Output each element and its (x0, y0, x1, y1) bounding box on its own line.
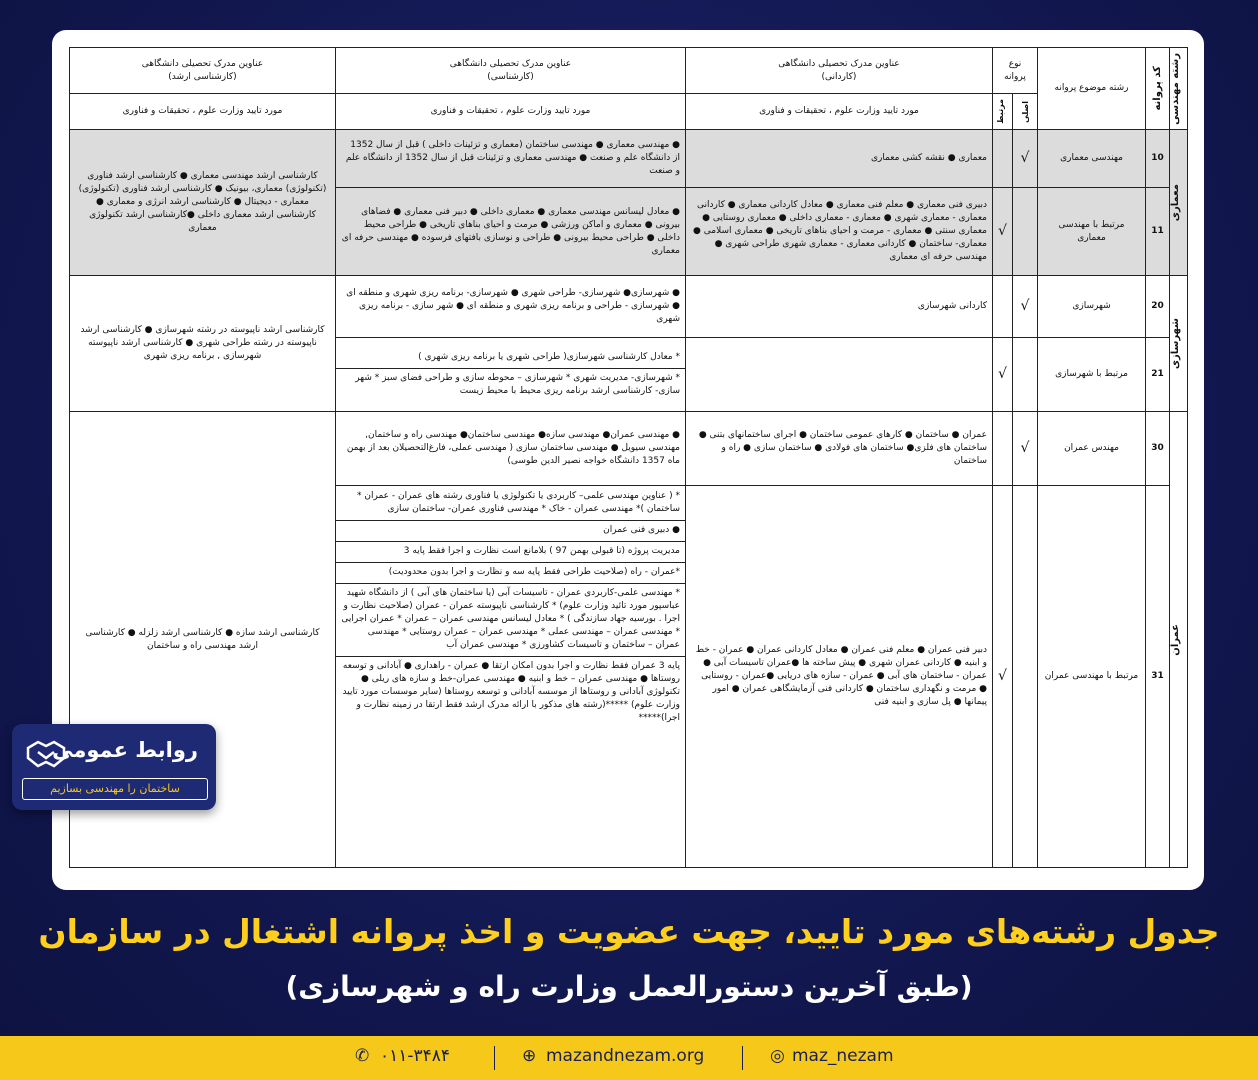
master-urban: کارشناسی ارشد ناپیوسته در رشته شهرسازی ● کارشناسی ارشد ناپیوسته در رشته طراحی شهری ● کارشناسی ارشد ناپیوسته شهرسازی , برنامه ریزی شهری (70, 276, 336, 412)
globe-icon: ⊕ (522, 1046, 537, 1066)
footer-separator (494, 1046, 495, 1070)
subject-11: مرتبط با مهندسی معماری (1038, 188, 1146, 276)
bachelor-31-2: ● دبیری فنی عمران (336, 520, 685, 537)
subject-31: مرتبط با مهندسی عمران (1038, 486, 1146, 868)
related-30 (993, 412, 1013, 486)
bachelor-31-3: مدیریت پروژه (تا قبولی بهمن 97 ) بلامانع است نظارت و اجرا فقط پایه 3 (336, 541, 685, 558)
associate-11: دبیری فنی معماری ● معلم فنی معماری ● معادل کاردانی معماری ● کاردانی معماری - معماری شهری ● معماری - معماری داخلی ● معماری روستایی ● معماری سنتی ● معماری - مرمت و احیای بناهای تاریخی ● معماری اسلامی ● معماری- ساختمان ● کاردانی معماری - معماری شهری طراحی شهری ● مهندسی حرفه ای معماری (686, 188, 993, 276)
page-subtitle: (طبق آخرین دستورالعمل وزارت راه و شهرسازی) (285, 970, 973, 1003)
footer-separator (742, 1046, 743, 1070)
header-code: کد پروانه (1146, 48, 1170, 130)
document-card (52, 30, 1204, 890)
master-architecture: کارشناسی ارشد مهندسی معماری ● کارشناسی ارشد فناوری (تکنولوژی) معماری، بیونیک ● کارشناسی ارشد فناوری (تکنولوژی) معماری - دیجیتال ● کارشناسی ارشد انرژی و معماری ● کارشناسی ارشد معماری داخلی ●کارشناسی ارشد تکنولوژی معماری (70, 130, 336, 276)
master-civil: کارشناسی ارشد سازه ● کارشناسی ارشد زلزله ● کارشناسی ارشد مهندسی راه و ساختمان (70, 412, 336, 868)
original-21 (1013, 338, 1038, 412)
licenses-table (69, 47, 1188, 868)
header-approved-master: مورد تایید وزارت علوم ، تحقیقات و فناوری (70, 94, 336, 130)
bachelor-31 (336, 486, 686, 868)
header-subject: رشته موضوع پروانه (1038, 48, 1146, 130)
code-20: 20 (1146, 276, 1170, 338)
bachelor-10: ● مهندسی معماری ● مهندسی ساختمان (معماری و تزئینات داخلی ) قبل از سال 1352 از دانشگاه علم و صنعت ● مهندسی معماری و تزئینات قبل از سال 1352 از دانشگاه علم و صنعت (336, 130, 686, 188)
subject-20: شهرسازی (1038, 276, 1146, 338)
header-license-type: نوع پروانه (993, 48, 1038, 94)
check-original-10: √ (1013, 130, 1038, 188)
group-urban: شهرسازی (1170, 276, 1188, 412)
header-master: عناوین مدرک تحصیلی دانشگاهی (کارشناسی ارشد) (70, 48, 336, 94)
code-10: 10 (1146, 130, 1170, 188)
header-approved-bachelor: مورد تایید وزارت علوم ، تحقیقات و فناوری (336, 94, 686, 130)
bachelor-11: ● معادل لیسانس مهندسی معماری ● معماری داخلی ● دبیر فنی معماری ● فضاهای بیرونی ● معماری و اماکن ورزشی ● مرمت و احیای بناهای تاریخی ● طراحی محیط داخلی ● طراحی محیط بیرونی ● طراحی و نوسازی بافتهای فرسوده ● مهندسی حرفه ای معماری (336, 188, 686, 276)
phone-number[interactable]: ۰۱۱-۳۴۸۴ (380, 1046, 451, 1066)
header-original: اصلی (1013, 94, 1038, 130)
bachelor-31-4: *عمران - راه (صلاحیت طراحی فقط پایه سه و نظارت و اجرا بدون محدودیت) (336, 562, 685, 579)
group-architecture: معماری (1170, 130, 1188, 276)
check-original-20: √ (1013, 276, 1038, 338)
associate-10: معماری ● نقشه کشی معماری (686, 130, 993, 188)
logo-tagline: ساختمان را مهندسی بسازیم (22, 778, 208, 800)
subject-30: مهندس عمران (1038, 412, 1146, 486)
header-field: رشته مهندسی (1170, 48, 1188, 130)
bachelor-21 (336, 338, 686, 412)
code-11: 11 (1146, 188, 1170, 276)
bachelor-31-6: پایه 3 عمران فقط نظارت و اجرا بدون امکان ارتقا ● عمران - راهداری ● آبادانی و توسعه روستاها ● مهندسی عمران – خط و ابنیه ● مهندسی عمران-خط و سازه های ریلی ● تکنولوژی آبادانی و روستاها از موسسه آبادانی و توسعه روستاها (سایر موسسات مورد تایید وزارت علوم) *****(رشته های مذکور با ارائه مدرک ارشد فقط ارتقا در زمینه نظارت و اجرا)***** (336, 656, 685, 725)
subject-10: مهندسی معماری (1038, 130, 1146, 188)
logo-name: روابط عمومی (52, 738, 198, 762)
bachelor-31-1: * ( عناوین مهندسی علمی– کاربردی یا تکنولوژی یا فناوری رشته های عمران - عمران * ساختمان )* مهندسی عمران - خاک * مهندسی فناوری عمران- ساختمان سازی (357, 491, 680, 514)
bachelor-21-b: * شهرسازی- مدیریت شهری * شهرسازی – محوطه سازی و طراحی فضای سبز * شهر سازی- کارشناسی ارشد برنامه ریزی محیط با محیط زیست (336, 368, 685, 398)
bachelor-20: ● شهرسازی● شهرسازی- طراحی شهری ● شهرسازی- برنامه ریزی شهری و منطقه ای ● شهرسازی - طراحی و برنامه ریزی شهری و منطقه ای ● شهر سازی - برنامه ریزی شهری (336, 276, 686, 338)
check-original-30: √ (1013, 412, 1038, 486)
group-civil: عمران (1170, 412, 1188, 868)
subject-21: مرتبط با شهرسازی (1038, 338, 1146, 412)
code-31: 31 (1146, 486, 1170, 868)
phone-icon: ✆ (355, 1046, 370, 1066)
header-bachelor: عناوین مدرک تحصیلی دانشگاهی (کارشناسی) (336, 48, 686, 94)
bachelor-30: ● مهندسی عمران● مهندسی سازه● مهندسی ساختمان● مهندسی راه و ساختمان, مهندسی سیویل ● مهندسی ساختمان سازی ( مهندسی عملی، فارغ‌التحصیلان بعد از بهمن ماه 1357 دانشگاه خواجه نصیر الدین طوسی) (336, 412, 686, 486)
header-associate: عناوین مدرک تحصیلی دانشگاهی (کاردانی) (686, 48, 993, 94)
related-10 (993, 130, 1013, 188)
header-related: مرتبط (993, 94, 1013, 130)
logo-badge (12, 724, 216, 810)
related-20 (993, 276, 1013, 338)
original-31 (1013, 486, 1038, 868)
check-related-31: √ (993, 486, 1013, 868)
original-11 (1013, 188, 1038, 276)
code-21: 21 (1146, 338, 1170, 412)
associate-31: دبیر فنی عمران ● معلم فنی عمران ● معادل کاردانی عمران ● عمران - خط و ابنیه ● کاردانی عمران شهری ● پیش ساخته ها ●عمران تاسیسات آبی ● عمران - ساختمان های آبی ● عمران - سازه های دریایی ●عمران - روستایی ● مرمت و نگهداری ساختمان ● کاردانی فنی آزمایشگاهی عمران ● امور پیمانها ● پل سازی و ابنیه فنی (686, 486, 993, 868)
instagram-handle[interactable]: maz_nezam (792, 1046, 894, 1066)
header-approved-associate: مورد تایید وزارت علوم ، تحقیقات و فناوری (686, 94, 993, 130)
bachelor-21-a: * معادل کارشناسی شهرسازی( طراحی شهری یا برنامه ریزی شهری ) (418, 352, 680, 362)
associate-30: عمران ● ساختمان ● کارهای عمومی ساختمان ● اجرای ساختمانهای بتنی ● ساختمان های فلزی● ساختمان های فولادی ● ساختمان سازی ● راه و ساختمان (686, 412, 993, 486)
associate-20: کاردانی شهرسازی (686, 276, 993, 338)
page-title: جدول رشته‌های مورد تایید، جهت عضویت و اخذ پروانه اشتغال در سازمان (38, 912, 1220, 951)
associate-21 (686, 338, 993, 412)
check-related-21: √ (993, 338, 1013, 412)
bachelor-31-5: * مهندسی علمی-کاربردی عمران - تاسیسات آبی (یا ساختمان های آبی ) از دانشگاه شهید عباسپور مورد تائید وزارت علوم) * کارشناسی ناپیوسته عمران - عمران (صلاحیت نظارت و اجرا . بورسیه جهاد سازندگی ) * معادل لیسانس مهندسی عمران – عمران * عمران اجرایی * مهندسی عمران – مهندسی عملی * مهندسی عمران – عمران روستایی * مهندسی عمران – ساختمان و تاسیسات کشاورزی * مهندسی عمران آب (336, 583, 685, 652)
website-link[interactable]: mazandnezam.org (546, 1046, 705, 1066)
instagram-icon: ◎ (770, 1046, 785, 1066)
check-related-11: √ (993, 188, 1013, 276)
footer-bar (0, 1036, 1258, 1080)
code-30: 30 (1146, 412, 1170, 486)
